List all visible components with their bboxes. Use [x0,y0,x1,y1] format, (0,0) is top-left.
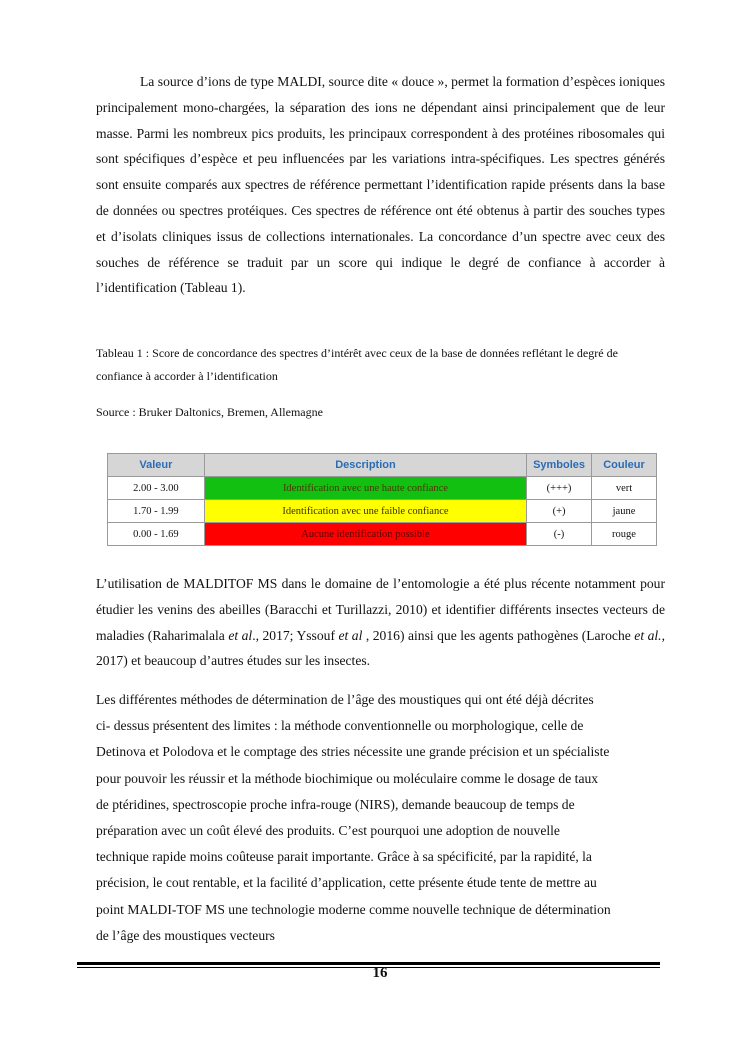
table-row [108,500,657,523]
entomology-paragraph [96,571,665,674]
paragraph-line: préparation avec un coût élevé des produits. C’est pourquoi une adoption de nouvelle [96,823,560,839]
cell-symboles: (+++) [527,477,592,500]
paragraph-line: Les différentes méthodes de détermination de l’âge des moustiques qui ont été déjà décrites [96,692,594,707]
cell-description: Aucune identification possible [204,523,526,546]
cell-symboles: (+) [527,500,592,523]
paragraph-line: Detinova et Polodova et le comptage des stries nécessite une grande précision et un spécialiste [96,744,610,760]
paragraph-line: pour pouvoir les réussir et la méthode biochimique ou moléculaire comme le dosage de taux [96,770,599,786]
paragraph-line: ci- dessus présentent des limites : la méthode conventionnelle ou morphologique, celle de [96,718,584,734]
cell-couleur: vert [592,477,657,500]
methods-paragraph [96,687,665,949]
cell-couleur: jaune [592,500,657,523]
cell-couleur: rouge [592,523,657,546]
table-caption: Tableau 1 : Score de concordance des spectres d’intérêt avec ceux de la base de données reflétant le degré de confiance à accorder à l’identification [96,346,618,383]
score-table [107,453,657,546]
italic-et-al: et al [228,627,253,643]
table-source: Source : Bruker Daltonics, Bremen, Allemagne [96,405,323,419]
text-run: , 2016) ainsi que les agents pathogènes (Laroche [362,627,635,643]
cell-description: Identification avec une haute confiance [204,477,526,500]
table-row [108,477,657,500]
cell-description: Identification avec une faible confiance [204,500,526,523]
paragraph-line: point MALDI-TOF MS une technologie moderne comme nouvelle technique de détermination [96,901,611,917]
intro-paragraph: La source d’ions de type MALDI, source dite « douce », permet la formation d’espèces ioniques principalement mono-chargées, la séparation des ions ne dépendant ainsi principalement que de leur masse. Parmi les nombreux pics produits, les principaux correspondent à des protéines ribosomales qui sont spécifiques d’espèce et peu influencées par les variations intra-spécifiques. Les spectres générés sont ensuite comparés aux spectres de référence permettant l’identification rapide présents dans la base de données ou spectres protéiques. Ces spectres de référence ont été obtenus à partir des souches types et d’isolats cliniques issus de collections internationales. La concordance d’un spectre avec ceux des souches de référence se traduit par un score qui indique le degré de confiance à accorder à l’identification (Tableau 1). [96,74,665,296]
header-symboles: Symboles [527,454,592,477]
cell-valeur: 2.00 - 3.00 [108,477,205,500]
text-run: L’utilisation de MALDITOF MS dans le domaine de l’entomologie a été plus récente notamment pour étudier les venins des abeilles (Baracchi et Turillazzi, 2010) et identifier différents insectes vecteurs de maladies (Raharimalala [96,576,665,643]
paragraph-line: technique rapide moins coûteuse parait importante. Grâce à sa spécificité, par la rapidité, la [96,849,592,865]
text-run: , 2017) et beaucoup d’autres études sur les insectes. [96,627,665,669]
text-run: ., 2017; Yssouf [252,627,339,643]
page-number: 16 [372,965,388,981]
cell-valeur: 0.00 - 1.69 [108,523,205,546]
italic-et-al: et al. [634,627,662,643]
paragraph-line: de ptéridines, spectroscopie proche infra-rouge (NIRS), demande beaucoup de temps de [96,796,575,812]
cell-symboles: (-) [527,523,592,546]
table-row [108,523,657,546]
italic-et-al: et al [338,627,363,643]
paragraph-line: précision, le cout rentable, et la facilité d’application, cette présente étude tente de mettre au [96,875,597,891]
table-header-row [108,454,657,477]
paragraph-line: de l’âge des moustiques vecteurs [96,927,275,943]
header-description: Description [204,454,526,477]
cell-valeur: 1.70 - 1.99 [108,500,205,523]
header-couleur: Couleur [592,454,657,477]
header-valeur: Valeur [108,454,205,477]
